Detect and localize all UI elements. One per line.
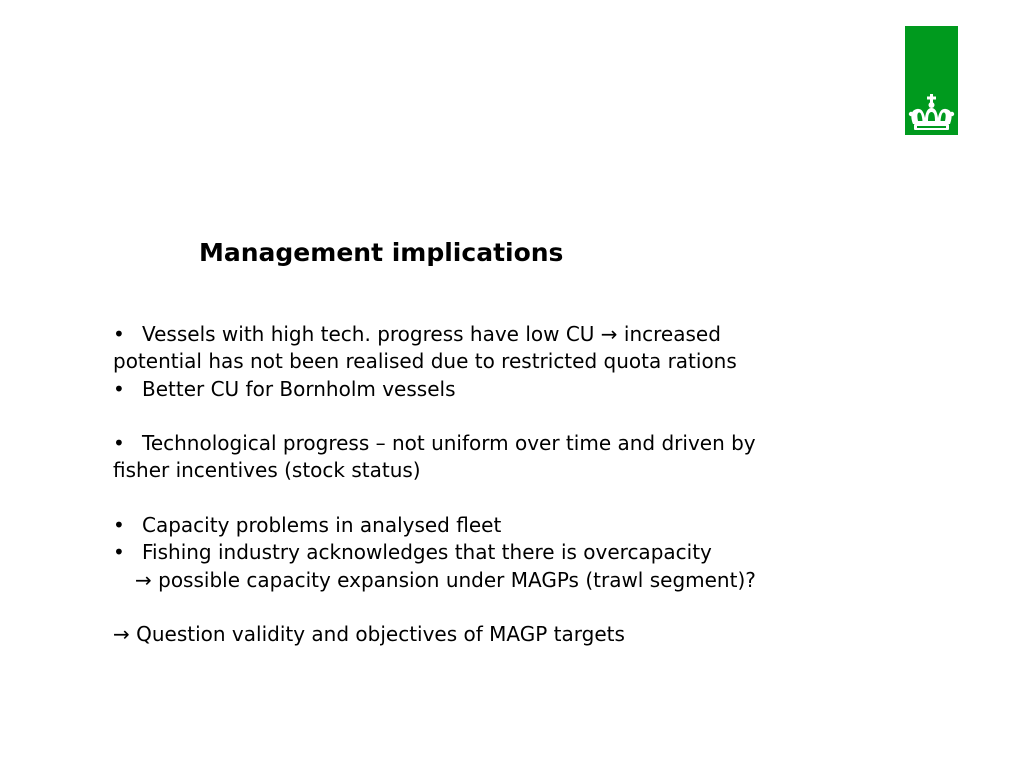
bullet-icon: • [113,322,125,346]
spacer [113,594,873,621]
bullet-icon: • [113,376,125,401]
bullet-item-1 [113,321,873,348]
arrow-item-2 [113,621,873,648]
arrow-item-1 [113,567,873,594]
arrow-item-1-text: possible capacity expansion under MAGPs (trawl segment)? [158,567,756,592]
bullet-item-3-continuation [113,457,873,484]
arrow-icon: → [113,622,130,647]
bullet-item-5-text: Fishing industry acknowledges that there is overcapacity [142,540,712,565]
bullet-item-3-line-1: Technological progress – not uniform over time and driven by [142,431,756,456]
bullet-item-5 [113,539,873,566]
arrow-icon: → [135,567,152,592]
bullet-item-4 [113,512,873,539]
bullet-item-3 [113,430,873,457]
government-logo [905,26,958,135]
slide-body [113,321,873,649]
bullet-icon: • [113,431,125,456]
bullet-item-4-text: Capacity problems in analysed fleet [142,513,502,538]
slide-title: Management implications [199,238,564,267]
bullet-item-1-line-2: potential has not been realised due to restricted quota rations [113,349,737,374]
bullet-icon: • [113,540,125,565]
spacer [113,403,873,430]
bullet-item-2 [113,376,873,403]
bullet-item-2-text: Better CU for Bornholm vessels [142,376,456,401]
bullet-item-1-line-1: Vessels with high tech. progress have low CU → increased [142,322,721,346]
bullet-item-3-line-2: fisher incentives (stock status) [113,458,421,483]
bullet-icon: • [113,513,125,538]
spacer [113,485,873,512]
crown-icon [908,94,955,132]
bullet-item-1-continuation [113,348,873,375]
arrow-item-2-text: Question validity and objectives of MAGP targets [136,622,625,647]
